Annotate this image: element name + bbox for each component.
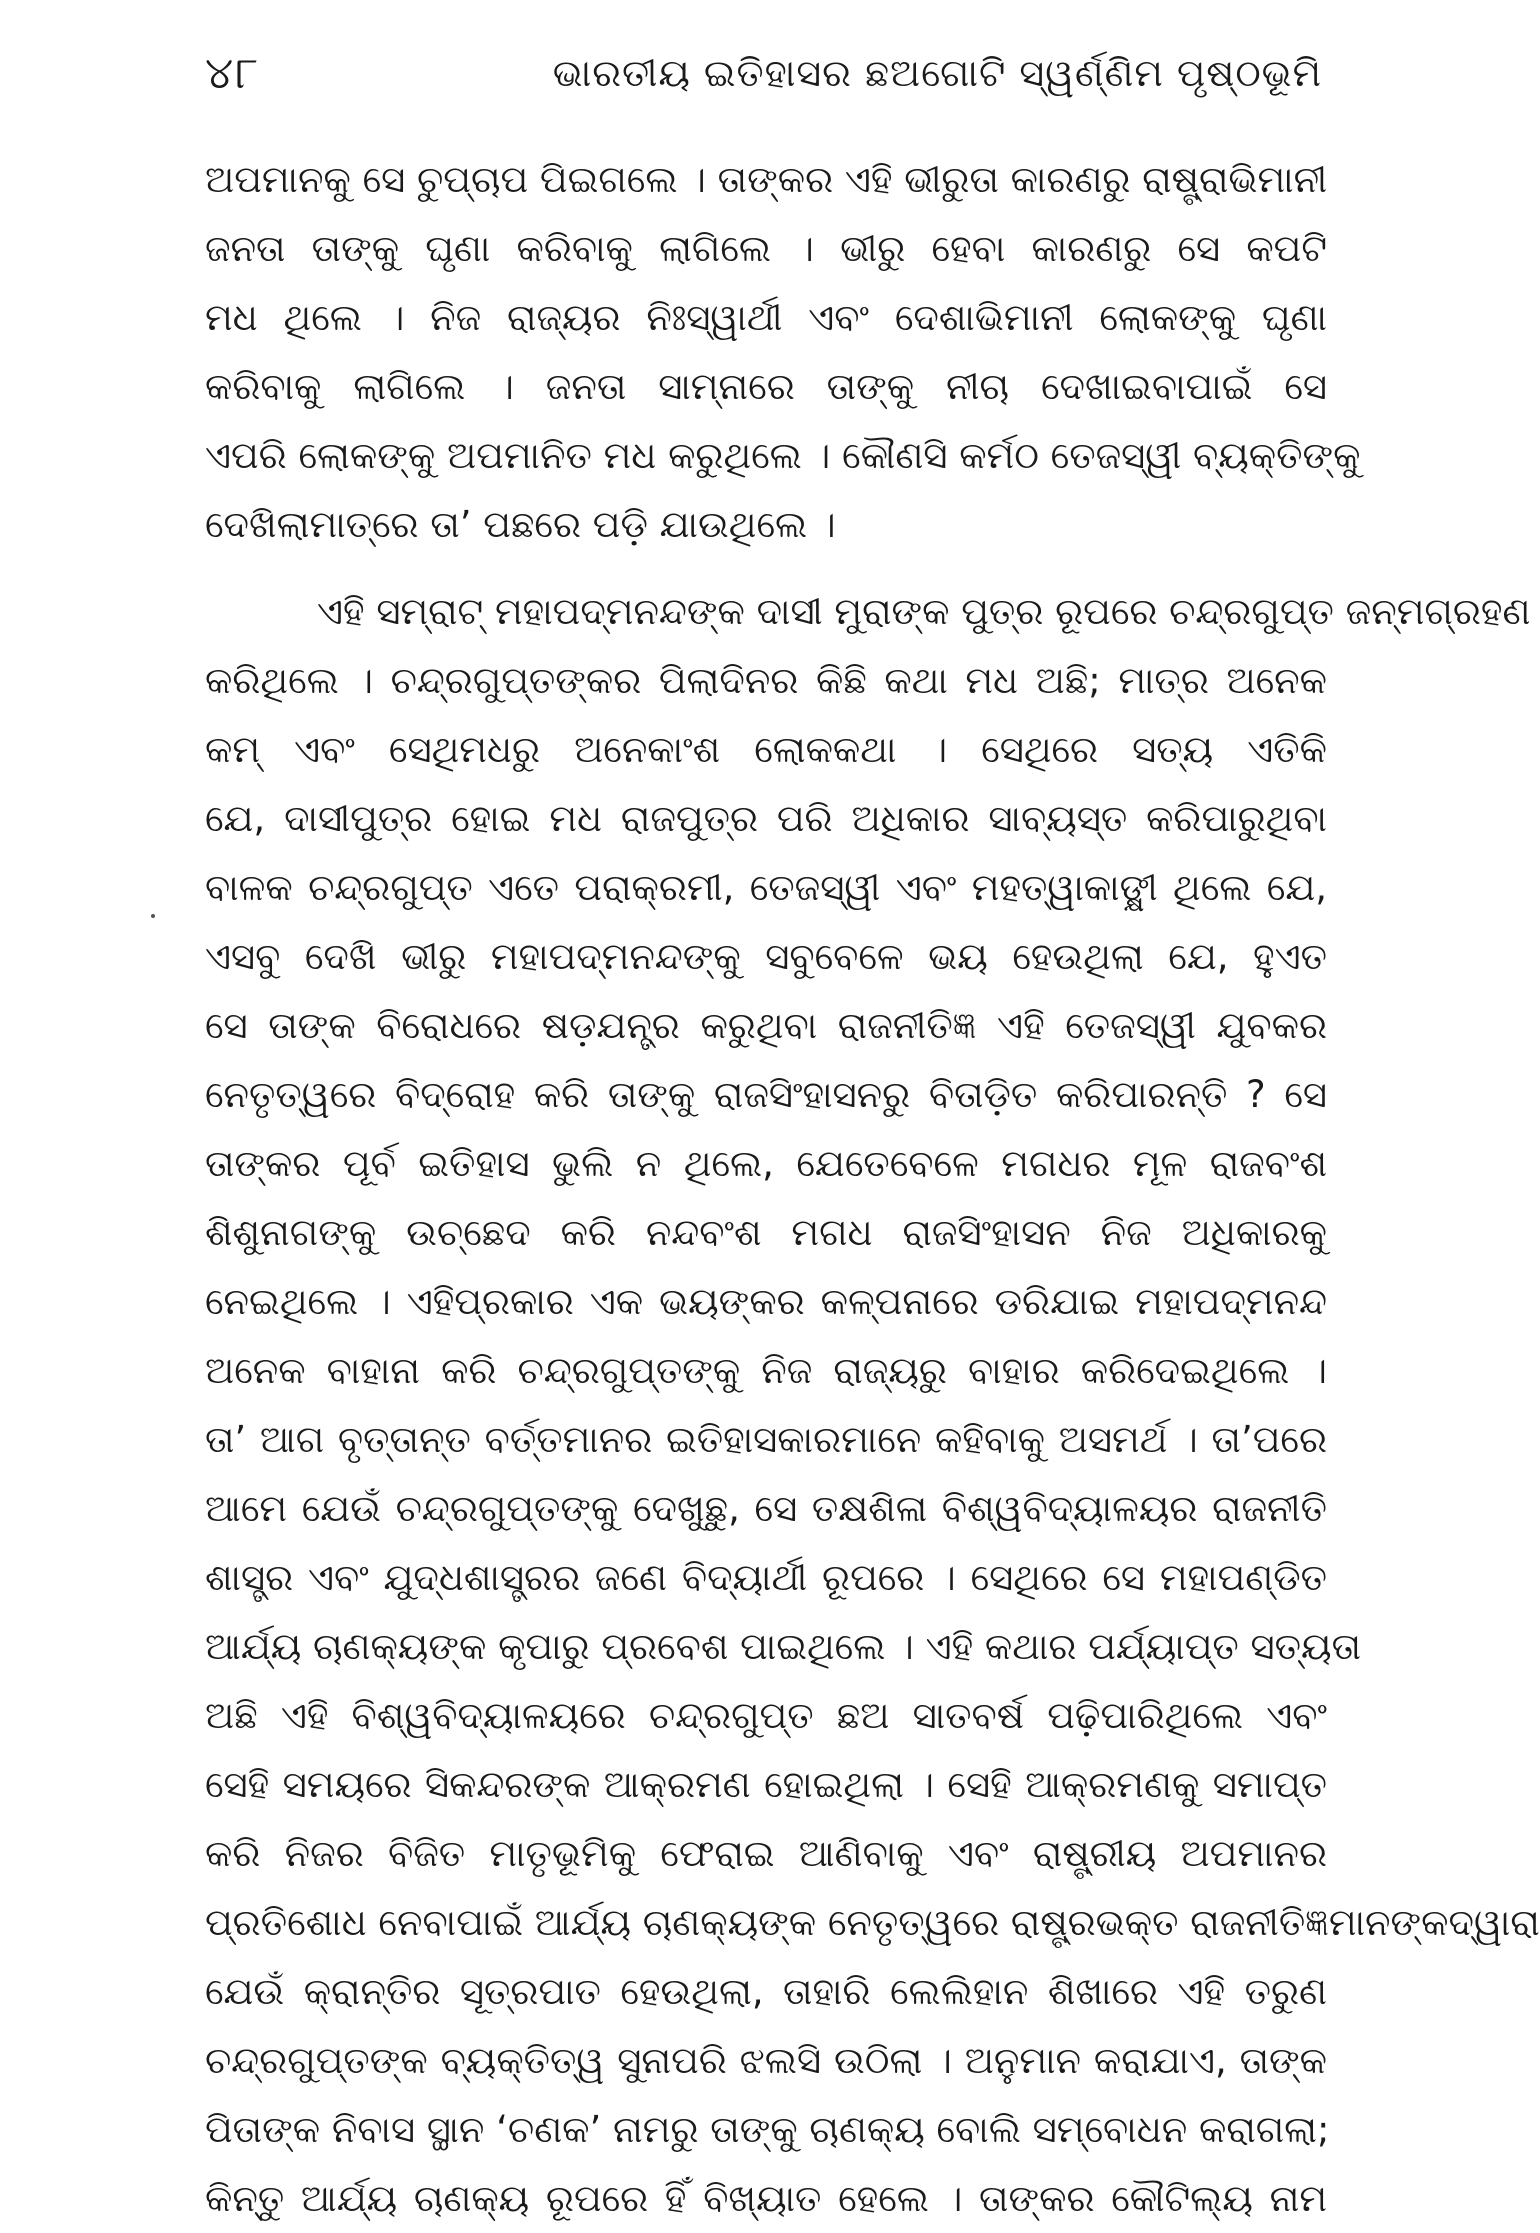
text-line: ଦେଖିଲାମାତ୍ରେ ତା’ ପଛରେ ପଡ଼ି ଯାଉଥିଲେ । [205,503,836,546]
text-line: ଅନେକ ବାହାନା କରି ଚନ୍ଦ୍ରଗୁପ୍ତଙ୍କୁ ନିଜ ରାଜ୍ୟରୁ ବାହାର କରିଦେଇଥିଲେ । [205,1349,1327,1392]
text-line: ଅଛି ଏହି ବିଶ୍ୱବିଦ୍ୟାଳୟରେ ଚନ୍ଦ୍ରଗୁପ୍ତ ଛଅ ସାତବର୍ଷ ପଢ଼ିପାରିଥିଲେ ଏବଂ [205,1694,1327,1737]
text-line: ଶିଶୁନାଗଙ୍କୁ ଉଚ୍ଛେଦ କରି ନନ୍ଦବଂଶ ମଗଧ ରାଜସିଂହାସନ ନିଜ ଅଧିକାରକୁ [205,1211,1327,1254]
text-line: ତା’ ଆଗ ବୃତ୍ତାନ୍ତ ବର୍ତ୍ତମାନର ଇତିହାସକାରମାନେ କହିବାକୁ ଅସମର୍ଥ । ତା’ପରେ [205,1418,1327,1461]
text-line: ସେହି ସମୟରେ ସିକନ୍ଦରଙ୍କ ଆକ୍ରମଣ ହୋଇଥିଲା । ସେହି ଆକ୍ରମଣକୁ ସମାପ୍ତ [205,1763,1327,1806]
paragraph-gap [205,559,1327,577]
text-line: ଯେଉଁ କ୍ରାନ୍ତିର ସୂତ୍ରପାତ ହେଉଥିଲା, ତାହାରି ଲେଲିହାନ ଶିଖାରେ ଏହି ତରୁଣ [205,1970,1327,2013]
text-line: ନେତୃତ୍ୱରେ ବିଦ୍ରୋହ କରି ତାଙ୍କୁ ରାଜସିଂହାସନରୁ ବିତାଡ଼ିତ କରିପାରନ୍ତି ? ସେ [205,1073,1327,1116]
body-text [205,145,1540,2233]
text-line: ମଧ ଥିଲେ । ନିଜ ରାଜ୍ୟର ନିଃସ୍ୱାର୍ଥୀ ଏବଂ ଦେଶାଭିମାନୀ ଲୋକଙ୍କୁ ଘୃଣା [205,296,1327,339]
text-line: ଆର୍ଯ୍ୟ ଚାଣକ୍ୟଙ୍କ କୃପାରୁ ପ୍ରବେଶ ପାଇଥିଲେ । ଏହି କଥାର ପର୍ଯ୍ୟାପ୍ତ ସତ୍ୟତା [205,1625,1361,1668]
page-header [205,38,1322,108]
running-title: ଭାରତୀୟ ଇତିହାସର ଛଅଗୋଟି ସ୍ୱର୍ଣ୍ଣିମ ପୃଷ୍ଠଭୂମି [552,50,1322,95]
text-line: ନେଇଥିଲେ । ଏହିପ୍ରକାର ଏକ ଭୟଙ୍କର କଳ୍ପନାରେ ଡରିଯାଇ ମହାପଦ୍ମନନ୍ଦ [205,1280,1327,1323]
text-line: ଜନତା ତାଙ୍କୁ ଘୃଣା କରିବାକୁ ଲାଗିଲେ । ଭୀରୁ ହେବା କାରଣରୁ ସେ କପଟି [205,227,1327,270]
text-line: କରିବାକୁ ଲାଗିଲେ । ଜନତା ସାମ୍‌ନାରେ ତାଙ୍କୁ ନୀଚା ଦେଖାଇବାପାଇଁ ସେ [205,365,1327,408]
stray-mark [151,914,155,918]
text-line: ପିତାଙ୍କ ନିବାସ ସ୍ଥାନ ‘ଚଣକ’ ନାମରୁ ତାଙ୍କୁ ଚାଣକ୍ୟ ବୋଲି ସମ୍ବୋଧନ କରାଗଲା; [205,2108,1330,2151]
text-line: ଏପରି ଲୋକଙ୍କୁ ଅପମାନିତ ମଧ କରୁଥିଲେ । କୌଣସି କର୍ମଠ ତେଜସ୍ୱୀ ବ୍ୟକ୍ତିଙ୍କୁ [205,434,1361,477]
text-line: ବାଳକ ଚନ୍ଦ୍ରଗୁପ୍ତ ଏତେ ପରାକ୍ରମୀ, ତେଜସ୍ୱୀ ଏବଂ ମହତ୍ୱାକାଙ୍କ୍ଷୀ ଥିଲେ ଯେ, [205,866,1327,909]
paragraph-2 [205,577,1540,2233]
text-line: କରିଥିଲେ । ଚନ୍ଦ୍ରଗୁପ୍ତଙ୍କର ପିଲାଦିନର କିଛି କଥା ମଧ ଅଛି; ମାତ୍ର ଅନେକ [205,659,1327,702]
text-line: ଶାସ୍ତ୍ର ଏବଂ ଯୁଦ୍ଧଶାସ୍ତ୍ରର ଜଣେ ବିଦ୍ୟାର୍ଥୀ ରୂପରେ । ସେଥିରେ ସେ ମହାପଣ୍ଡିତ [205,1556,1327,1599]
text-line: ଯେ, ଦାସୀପୁତ୍ର ହୋଇ ମଧ ରାଜପୁତ୍ର ପରି ଅଧିକାର ସାବ୍ୟସ୍ତ କରିପାରୁଥିବା [205,797,1327,840]
text-line: ଆମେ ଯେଉଁ ଚନ୍ଦ୍ରଗୁପ୍ତଙ୍କୁ ଦେଖୁଛୁ, ସେ ତକ୍ଷଶିଳା ବିଶ୍ୱବିଦ୍ୟାଳୟର ରାଜନୀତି [205,1487,1327,1530]
paragraph-1 [205,145,1361,559]
text-line: କମ୍ ଏବଂ ସେଥିମଧରୁ ଅନେକାଂଶ ଲୋକକଥା । ସେଥିରେ ସତ୍ୟ ଏତିକି [205,728,1327,771]
text-line: ଚନ୍ଦ୍ରଗୁପ୍ତଙ୍କ ବ୍ୟକ୍ତିତ୍ୱ ସୁନାପରି ଝଲସି ଉଠିଲା । ଅନୁମାନ କରାଯାଏ, ତାଙ୍କ [205,2039,1327,2082]
text-line: ଅପମାନକୁ ସେ ଚୁପ୍‌ଚାପ ପିଇଗଲେ । ତାଙ୍କର ଏହି ଭୀରୁତା କାରଣରୁ ରାଷ୍ଟ୍ରାଭିମାନୀ [205,158,1328,201]
text-line: କିନ୍ତୁ ଆର୍ଯ୍ୟ ଚାଣକ୍ୟ ରୂପରେ ହିଁ ବିଖ୍ୟାତ ହେଲେ । ତାଙ୍କର କୌଟିଲ୍ୟ ନାମ [205,2177,1327,2220]
page-number: ୪୮ [205,47,261,99]
text-line: ଏହି ସମ୍ରାଟ୍ ମହାପଦ୍ମନନ୍ଦଙ୍କ ଦାସୀ ମୁରାଙ୍କ ପୁତ୍ର ରୂପରେ ଚନ୍ଦ୍ରଗୁପ୍ତ ଜନ୍ମଗ୍ରହଣ [317,590,1531,633]
text-line: ସେ ତାଙ୍କ ବିରୋଧରେ ଷଡ଼ଯନ୍ତ୍ର କରୁଥିବା ରାଜନୀତିଜ୍ଞ ଏହି ତେଜସ୍ୱୀ ଯୁବକର [205,1004,1327,1047]
text-line: ତାଙ୍କର ପୂର୍ବ ଇତିହାସ ଭୁଲି ନ ଥିଲେ, ଯେତେବେଳେ ମଗଧର ମୂଳ ରାଜବଂଶ [205,1142,1327,1185]
text-line: କରି ନିଜର ବିଜିତ ମାତୃଭୂମିକୁ ଫେରାଇ ଆଣିବାକୁ ଏବଂ ରାଷ୍ଟ୍ରୀୟ ଅପମାନର [205,1832,1327,1875]
text-line: ପ୍ରତିଶୋଧ ନେବାପାଇଁ ଆର୍ଯ୍ୟ ଚାଣକ୍ୟଙ୍କ ନେତୃତ୍ୱରେ ରାଷ୍ଟ୍ରଭକ୍ତ ରାଜନୀତିଜ୍ଞମାନଙ୍କଦ୍ୱାରା [205,1901,1540,1944]
text-line: ଏସବୁ ଦେଖି ଭୀରୁ ମହାପଦ୍ମନନ୍ଦଙ୍କୁ ସବୁବେଳେ ଭୟ ହେଉଥିଲା ଯେ, ହୁଏତ [205,935,1327,978]
